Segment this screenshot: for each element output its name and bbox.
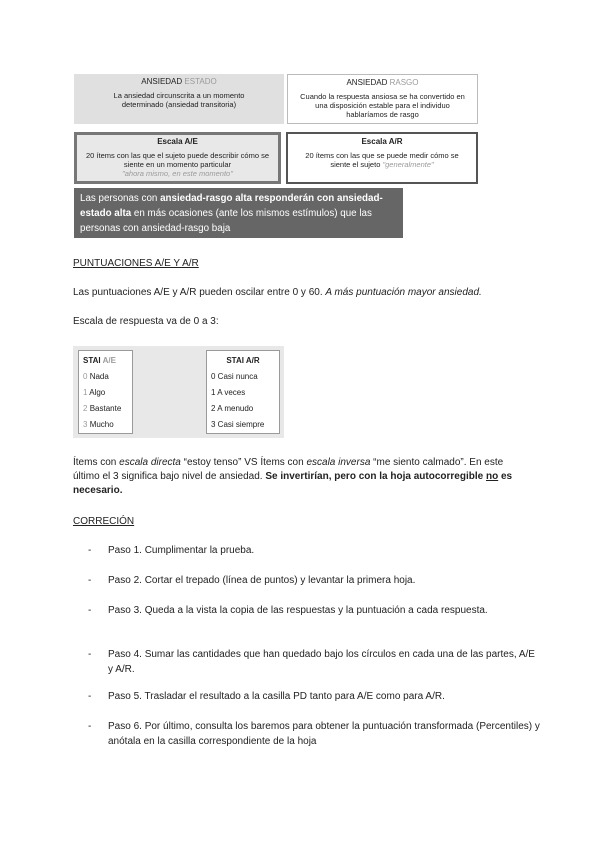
para-puntuaciones: Las puntuaciones A/E y A/R pueden oscilar entre 0 y 60. A más puntuación mayor ansiedad. [73,287,482,298]
stai-ar-item: 2 A menudo [211,404,254,413]
stai-ae-box [78,350,133,434]
escala-ae-quote: "ahora mismo, en este momento" [122,169,233,178]
anx-estado-desc: La ansiedad circunscrita a un momento determinado (ansiedad transitoria) [113,91,245,109]
escala-ar-box [286,132,478,184]
stai-ae-item: 0 Nada [83,372,109,381]
stai-ae-item: 2 Bastante [83,404,122,413]
anx-estado-title: ANSIEDAD ESTADO [141,77,217,86]
escala-ar-title: Escala A/R [361,137,403,146]
banner: Las personas con ansiedad-rasgo alta responderán con ansiedad-estado alta en más ocasiones (ante los mismos estímulos) que las personas con ansiedad-rasgo baja [74,188,403,238]
stai-ar-title: STAI A/R [226,356,260,365]
stai-ar-box [206,350,280,434]
stai-ar-item: 0 Casi nunca [211,372,258,381]
stai-ae-item: 3 Mucho [83,420,114,429]
heading-correccion: CORRECIÓN [73,516,135,527]
escala-ae-desc: 20 ítems con las que el sujeto puede describir cómo se siente en un momento particular [85,151,270,169]
stai-ar-item: 1 A veces [211,388,246,397]
stai-ae-item: 1 Algo [83,388,106,397]
anx-rasgo-box [287,74,478,124]
stai-ae-title: STAI A/E [83,356,116,365]
escala-ar-desc: 20 ítems con las que se puede medir cómo se siente el sujeto "generalmente" [305,151,459,169]
anx-rasgo-title: ANSIEDAD RASGO [346,78,419,87]
anx-rasgo-desc: Cuando la respuesta ansiosa se ha convertido en una disposición estable para el individuo hablaríamos de rasgo [300,92,465,119]
escala-ae-title: Escala A/E [157,137,198,146]
escala-ae-box [74,132,281,184]
heading-puntuaciones: PUNTUACIONES A/E Y A/R [73,258,199,269]
stai-figure [73,346,284,438]
stai-ar-item: 3 Casi siempre [211,420,265,429]
para-escala: Escala de respuesta va de 0 a 3: [73,316,219,327]
para-items: Ítems con escala directa “estoy tenso” VS Ítems con escala inversa “me siento calmado”. En este último el 3 significa bajo nivel de ansiedad. Se invertirían, pero con la hoja autocorregible no es necesario. [73,457,513,496]
anx-estado-box [74,74,284,124]
